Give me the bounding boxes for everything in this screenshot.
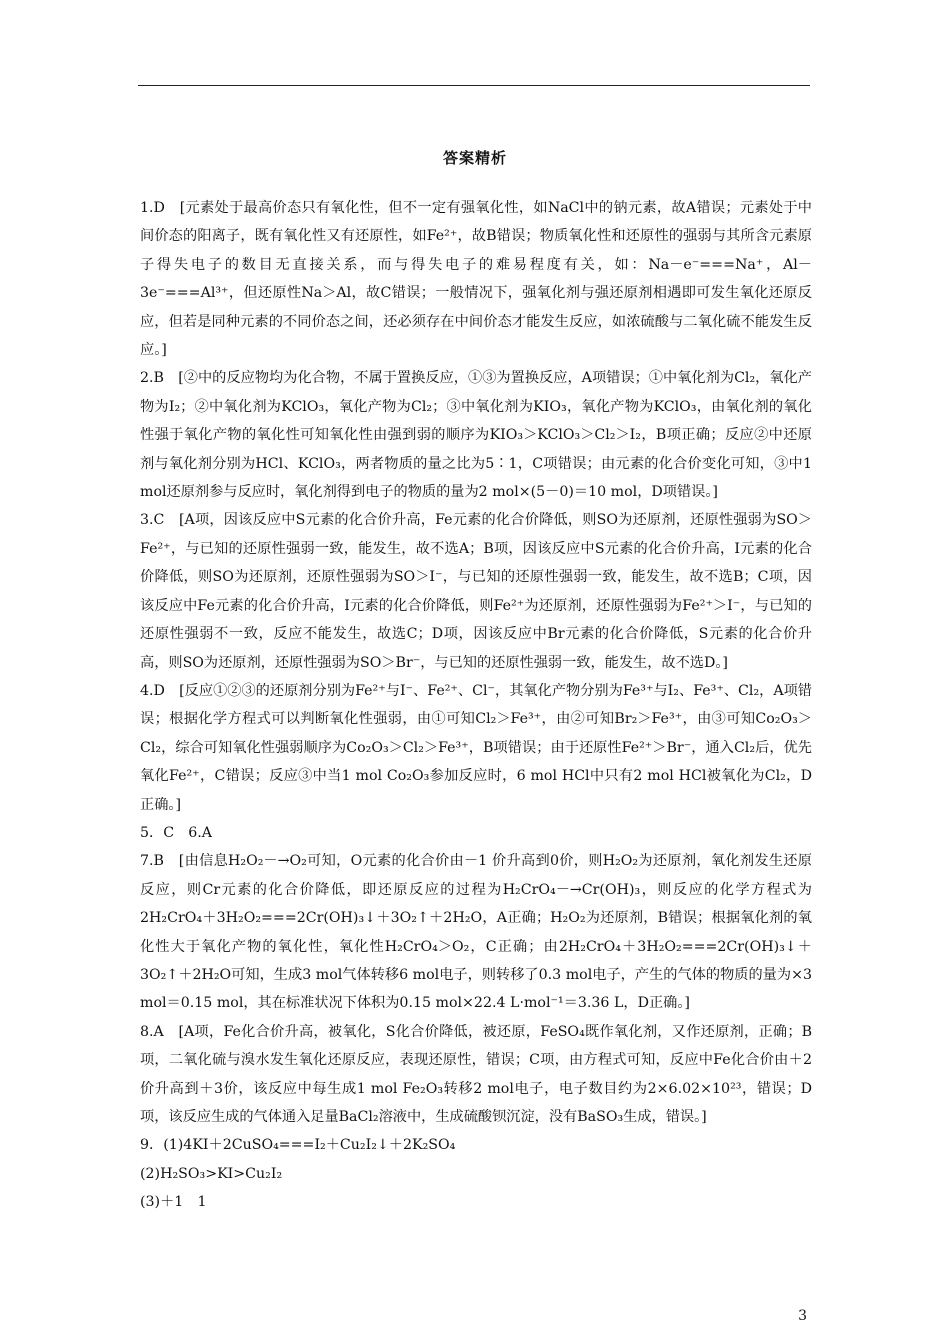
page-title: 答案精析 <box>442 149 507 167</box>
answer-9-part-3: (3)＋1 1 <box>140 1194 207 1211</box>
answer-9-part-1: 9．(1)4KI＋2CuSO₄===I₂＋Cu₂I₂↓＋2K₂SO₄ <box>140 1137 456 1154</box>
answer-list <box>140 194 812 1217</box>
answer-9-part-2: (2)H₂SO₃>KI>Cu₂I₂ <box>140 1165 283 1182</box>
answer-8: 8.A [A项，Fe化合价升高，被氧化，S化合价降低，被还原，FeSO₄既作氧化剂，又作还原剂，正确；B项，二氧化硫与溴水发生氧化还原反应，表现还原性，错误；C项，由方程式可知，反应中Fe化合价由＋2价升高到＋3价，该反应中每生成1 mol Fe₂O₃转移2 mol电子，电子数目约为2×6.02×10²³，错误；D项，该反应生成的气体通入足量BaCl₂溶液中，生成硫酸钡沉淀，没有BaSO₃生成，错误。] <box>140 1023 812 1125</box>
answer-3: 3.C [A项，因该反应中S元素的化合价升高，Fe元素的化合价降低，则SO为还原剂，还原性强弱为SO＞Fe²⁺，与已知的还原性强弱一致，能发生，故不选A；B项，因该反应中S元素的化合价升高，I元素的化合价降低，则SO为还原剂，还原性强弱为SO＞I⁻，与已知的还原性强弱一致，能发生，故不选B；C项，因该反应中Fe元素的化合价升高，I元素的化合价降低，则Fe²⁺为还原剂，还原性强弱为Fe²⁺＞I⁻，与已知的还原性强弱不一致，反应不能发生，故选C；D项，因该反应中Br元素的化合价降低，S元素的化合价升高，则SO为还原剂，还原性强弱为SO＞Br⁻，与已知的还原性强弱一致，能发生，故不选D。] <box>140 512 812 671</box>
answer-1: 1.D [元素处于最高价态只有氧化性，但不一定有强氧化性，如NaCl中的钠元素，故A错误；元素处于中间价态的阳离子，既有氧化性又有还原性，如Fe²⁺，故B错误；物质氧化性和还原性的强弱与其所含元素原子得失电子的数目无直接关系，而与得失电子的难易程度有关，如：Na－e⁻===Na⁺，Al－3e⁻===Al³⁺，但还原性Na＞Al，故C错误；一般情况下，强氧化剂与强还原剂相遇即可发生氧化还原反应，但若是同种元素的不同价态之间，还必须存在中间价态才能发生反应，如浓硫酸与二氧化硫不能发生反应。] <box>140 200 812 359</box>
page-number: 3 <box>798 1308 807 1324</box>
answer-7: 7.B [由信息H₂O₂－→O₂可知，O元素的化合价由－1 价升高到0价，则H₂O₂为还原剂，氧化剂发生还原反应，则Cr元素的化合价降低，即还原反应的过程为H₂CrO₄－→Cr(OH)₃，则反应的化学方程式为2H₂CrO₄＋3H₂O₂===2Cr(OH)₃↓＋3O₂↑＋2H₂O，A正确；H₂O₂为还原剂，B错误；根据氧化剂的氧化性大于氧化产物的氧化性，氧化性H₂CrO₄＞O₂，C正确；由2H₂CrO₄＋3H₂O₂===2Cr(OH)₃↓＋3O₂↑＋2H₂O可知，生成3 mol气体转移6 mol电子，则转移了0.3 mol电子，产生的气体的物质的量为×3 mol＝0.15 mol，其在标准状况下体积为0.15 mol×22.4 L·mol⁻¹＝3.36 L，D正确。] <box>140 853 812 1012</box>
header-rule <box>138 85 810 86</box>
answer-5-6: 5．C 6.A <box>140 824 213 841</box>
answer-2: 2.B [②中的反应物均为化合物，不属于置换反应，①③为置换反应，A项错误；①中氧化剂为Cl₂，氧化产物为I₂；②中氧化剂为KClO₃，氧化产物为Cl₂；③中氧化剂为KIO₃，氧化产物为KClO₃，由氧化剂的氧化性强于氧化产物的氧化性可知氧化性由强到弱的顺序为KIO₃＞KClO₃＞Cl₂＞I₂，B项正确；反应②中还原剂与氧化剂分别为HCl、KClO₃，两者物质的量之比为5∶1，C项错误；由元素的化合价变化可知，③中1 mol还原剂参与反应时，氧化剂得到电子的物质的量为2 mol×(5－0)＝10 mol，D项错误。] <box>140 370 812 501</box>
answer-4: 4.D [反应①②③的还原剂分别为Fe²⁺与I⁻、Fe²⁺、Cl⁻，其氧化产物分别为Fe³⁺与I₂、Fe³⁺、Cl₂，A项错误；根据化学方程式可以判断氧化性强弱，由①可知Cl₂＞Fe³⁺，由②可知Br₂＞Fe³⁺，由③可知Co₂O₃＞Cl₂，综合可知氧化性强弱顺序为Co₂O₃＞Cl₂＞Fe³⁺，B项错误；由于还原性Fe²⁺＞Br⁻，通入Cl₂后，优先氧化Fe²⁺，C错误；反应③中当1 mol Co₂O₃参加反应时，6 mol HCl中只有2 mol HCl被氧化为Cl₂，D正确。] <box>140 682 812 813</box>
